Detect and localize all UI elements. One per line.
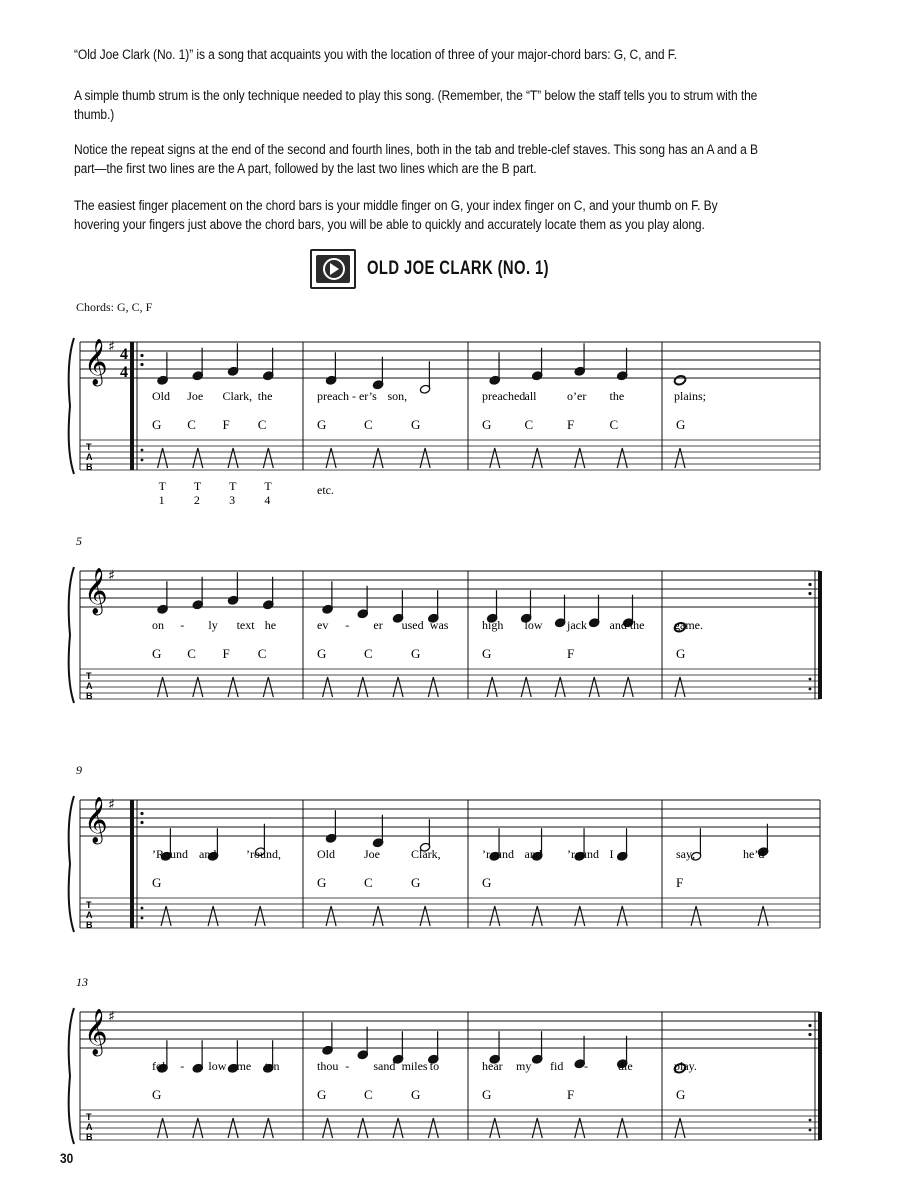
chord-symbol: C xyxy=(187,417,196,432)
chord-symbol: G xyxy=(152,875,162,890)
tab-letter-t: T xyxy=(86,442,92,452)
chord-symbol: G xyxy=(152,1087,162,1102)
chord-symbol: G xyxy=(482,646,492,661)
lyric-syllable: all xyxy=(524,389,537,403)
sharp-icon: ♯ xyxy=(108,568,115,584)
chord-symbol: C xyxy=(364,875,373,890)
lyric-syllable: and xyxy=(524,847,542,861)
chord-symbol: G xyxy=(411,417,421,432)
lyric-syllable: low xyxy=(524,618,543,632)
treble-clef-icon: 𝄞 xyxy=(84,568,108,614)
repeat-dot xyxy=(140,354,143,357)
tab-letter-b: B xyxy=(86,1132,93,1142)
lyric-syllable: high xyxy=(482,618,504,632)
chord-symbol: G xyxy=(482,1087,492,1102)
chord-symbol: G xyxy=(676,417,686,432)
chord-symbol: C xyxy=(257,646,267,661)
chord-symbol: F xyxy=(676,875,684,890)
treble-clef-icon: 𝄞 xyxy=(84,1009,108,1055)
lyric-syllable: game. xyxy=(674,618,703,632)
measure-number: 9 xyxy=(76,763,82,777)
sharp-icon: ♯ xyxy=(108,339,115,355)
beat-number: 2 xyxy=(193,493,200,507)
repeat-dot xyxy=(141,917,144,920)
beat-number: 3 xyxy=(229,493,236,507)
lyric-syllable: play. xyxy=(674,1059,697,1073)
lyric-syllable: son, xyxy=(387,389,408,403)
chord-symbol: C xyxy=(364,646,373,661)
lyric-syllable: - xyxy=(180,618,185,632)
sharp-icon: ♯ xyxy=(108,1009,115,1025)
lyric-syllable: used xyxy=(401,618,424,632)
lyric-syllable: ly xyxy=(208,618,218,632)
lyric-syllable: me xyxy=(236,1059,252,1073)
chord-symbol: G xyxy=(676,1087,686,1102)
lyric-syllable: my xyxy=(516,1059,532,1073)
chord-symbol: G xyxy=(152,646,162,661)
lyric-syllable: preached xyxy=(482,389,526,403)
lyric-syllable: fol xyxy=(152,1059,166,1073)
song-title: OLD JOE CLARK (NO. 1) xyxy=(367,258,549,279)
lyric-syllable: Clark, xyxy=(222,389,253,403)
lyric-syllable: and the xyxy=(609,618,645,632)
tab-letter-t: T xyxy=(86,900,92,910)
repeat-dot xyxy=(808,592,811,595)
intro-paragraph-1: “Old Joe Clark (No. 1)” is a song that acquaints you with the location of three of your major-chord bars: G, C, and F. xyxy=(74,47,677,62)
chord-symbol: F xyxy=(567,646,575,661)
lyric-syllable: he’d xyxy=(743,847,765,861)
chord-symbol: G xyxy=(411,646,421,661)
chord-symbol: G xyxy=(482,417,492,432)
lyric-syllable: ’round, xyxy=(246,847,281,861)
repeat-dot xyxy=(809,1119,812,1122)
tab-letter-a: A xyxy=(86,1122,93,1132)
intro-paragraph-2: A simple thumb strum is the only technique needed to play this song. (Remember, the “T” below the staff tells you to strum with the thumb.) xyxy=(74,88,758,122)
repeat-dot xyxy=(141,449,144,452)
chord-symbol: F xyxy=(222,646,230,661)
repeat-dot xyxy=(140,812,143,815)
chord-symbol: G xyxy=(482,875,492,890)
lyric-syllable: Clark, xyxy=(411,847,441,861)
lyric-syllable: er xyxy=(373,618,383,632)
lyric-syllable: Old xyxy=(152,389,170,403)
lyric-syllable: ’Round xyxy=(152,847,188,861)
chord-symbol: G xyxy=(411,1087,421,1102)
lyric-syllable: and xyxy=(199,847,217,861)
lyric-syllable: ’round xyxy=(482,847,514,861)
chord-symbol: G xyxy=(317,875,327,890)
repeat-dot xyxy=(808,1033,811,1036)
chord-symbol: G xyxy=(317,646,327,661)
whole-note xyxy=(673,375,686,386)
lyric-syllable: - xyxy=(180,1059,185,1073)
page-number: 30 xyxy=(60,1150,74,1166)
lyric-syllable: ’round xyxy=(567,847,599,861)
chord-symbol: C xyxy=(609,417,619,432)
tab-letter-b: B xyxy=(86,920,93,930)
measure-number: 5 xyxy=(76,534,82,548)
chord-symbol: C xyxy=(364,1087,373,1102)
lyric-syllable: I xyxy=(609,847,614,861)
time-signature-top: 4 xyxy=(120,346,128,363)
lyric-syllable: the xyxy=(609,389,625,403)
brace xyxy=(69,567,74,703)
chord-symbol: F xyxy=(567,417,575,432)
chord-symbol: F xyxy=(222,417,230,432)
chord-symbol: C xyxy=(524,417,534,432)
chord-symbol: C xyxy=(187,646,196,661)
lyric-syllable: was xyxy=(429,618,449,632)
chords-label: Chords: G, C, F xyxy=(76,300,153,314)
strum-label: T xyxy=(264,479,272,493)
tab-letter-t: T xyxy=(86,1112,92,1122)
lyric-syllable: on xyxy=(152,618,164,632)
chord-symbol: G xyxy=(317,1087,327,1102)
treble-clef-icon: 𝄞 xyxy=(84,339,108,385)
etc-label: etc. xyxy=(317,483,334,497)
lyric-syllable: text xyxy=(236,618,255,632)
lyric-syllable: low xyxy=(208,1059,227,1073)
strum-label: T xyxy=(229,479,237,493)
brace xyxy=(69,796,74,932)
strum-label: T xyxy=(158,479,166,493)
lyric-syllable: Old xyxy=(317,847,335,861)
lyric-syllable: jack xyxy=(567,618,587,632)
tab-letter-a: A xyxy=(86,452,93,462)
intro-paragraph-3: Notice the repeat signs at the end of the second and fourth lines, both in the tab and treble-clef staves. This song has an A and a B part—the first two lines are the A part, followed by the last two lines which are the B part. xyxy=(74,142,758,176)
sharp-icon: ♯ xyxy=(108,797,115,813)
lyric-syllable: dle xyxy=(618,1059,633,1073)
repeat-dot xyxy=(141,907,144,910)
lyric-syllable: ev xyxy=(317,618,329,632)
lyric-syllable: preach - er’s xyxy=(317,389,377,403)
tab-letter-a: A xyxy=(86,910,93,920)
chord-symbol: G xyxy=(676,646,686,661)
lyric-syllable: fid xyxy=(550,1059,564,1073)
lyric-syllable: ten xyxy=(264,1059,280,1073)
repeat-dot xyxy=(808,1024,811,1027)
lyric-syllable: plains; xyxy=(674,389,706,403)
beat-number: 1 xyxy=(158,493,165,507)
intro-paragraph-4: The easiest finger placement on the chord bars is your middle finger on G, your index finger on C, and your thumb on F. By hovering your fingers just above the chord bars, you will be able to quickly and accurately locate them as you play along. xyxy=(74,198,718,232)
lyric-syllable: say; xyxy=(676,847,696,861)
repeat-dot xyxy=(809,678,812,681)
tab-letter-a: A xyxy=(86,681,93,691)
chord-symbol: G xyxy=(317,417,327,432)
repeat-dot xyxy=(808,583,811,586)
repeat-dot xyxy=(141,459,144,462)
lyric-syllable: Joe xyxy=(187,389,204,403)
lyric-syllable: to xyxy=(429,1059,440,1073)
brace xyxy=(69,1008,74,1144)
repeat-dot xyxy=(140,363,143,366)
lyric-syllable: the xyxy=(257,389,273,403)
tab-letter-b: B xyxy=(86,462,93,472)
repeat-dot xyxy=(809,1129,812,1132)
lyric-syllable: he xyxy=(264,618,277,632)
chord-symbol: C xyxy=(257,417,267,432)
lyric-syllable: - xyxy=(345,1059,350,1073)
chord-symbol: G xyxy=(152,417,162,432)
strum-label: T xyxy=(193,479,202,493)
lyric-syllable: - xyxy=(345,618,350,632)
chord-symbol: F xyxy=(567,1087,575,1102)
time-signature-bottom: 4 xyxy=(120,364,128,381)
chord-symbol: C xyxy=(364,417,373,432)
measure-number: 13 xyxy=(76,975,88,989)
repeat-dot xyxy=(140,821,143,824)
lyric-syllable: hear xyxy=(482,1059,503,1073)
tab-letter-b: B xyxy=(86,691,93,701)
lyric-syllable: - xyxy=(584,1059,588,1073)
brace xyxy=(69,338,74,474)
chord-symbol: G xyxy=(411,875,421,890)
tab-letter-t: T xyxy=(86,671,92,681)
treble-clef-icon: 𝄞 xyxy=(84,797,108,843)
lyric-syllable: miles xyxy=(401,1059,428,1073)
lyric-syllable: sand xyxy=(373,1059,396,1073)
lyric-syllable: Joe xyxy=(364,847,380,861)
beat-number: 4 xyxy=(264,493,271,507)
repeat-dot xyxy=(809,688,812,691)
lyric-syllable: thou xyxy=(317,1059,339,1073)
lyric-syllable: o’er xyxy=(567,389,587,403)
